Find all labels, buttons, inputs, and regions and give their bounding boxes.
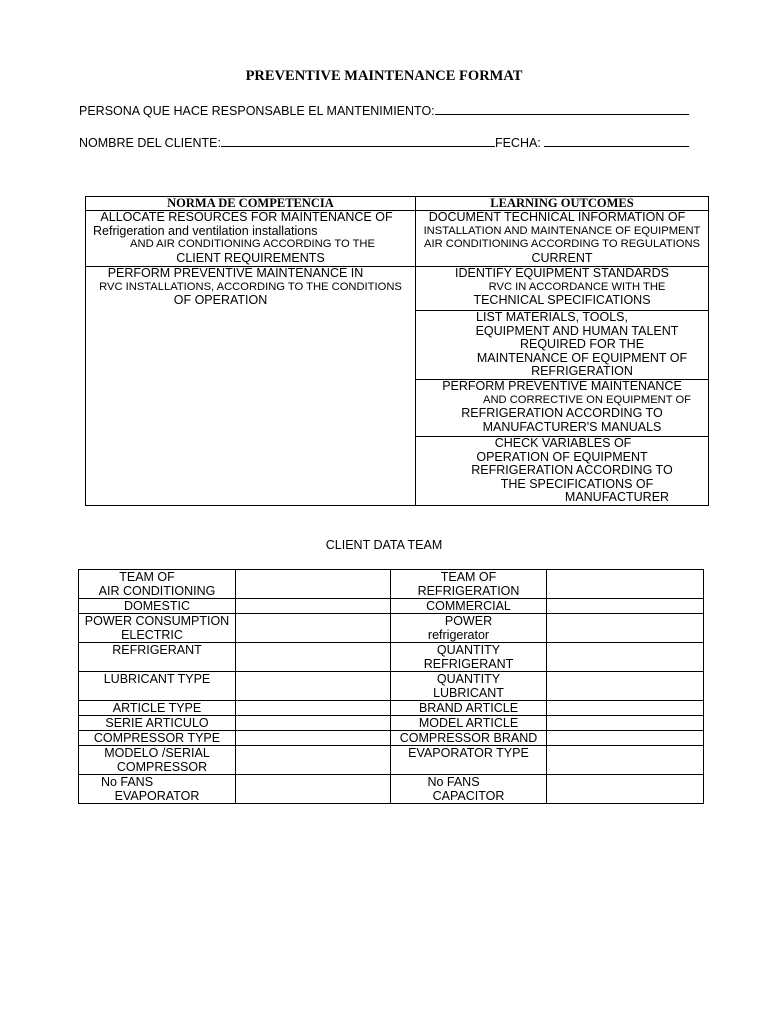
value-cell[interactable] xyxy=(547,746,704,775)
value-cell[interactable] xyxy=(236,746,391,775)
norm-line: RVC INSTALLATIONS, ACCORDING TO THE CONDITIONS xyxy=(99,280,402,293)
label-cell xyxy=(391,570,547,599)
outcome-line: CURRENT xyxy=(531,250,593,265)
outcomes-header: LEARNING OUTCOMES xyxy=(416,197,709,211)
label-cell xyxy=(391,599,547,614)
value-cell[interactable] xyxy=(236,731,391,746)
label-line: refrigerator xyxy=(427,628,490,642)
label-line: ELECTRIC xyxy=(121,628,183,642)
outcome-line: MANUFACTURER xyxy=(564,490,670,505)
value-cell[interactable] xyxy=(547,701,704,716)
norm-header: NORMA DE COMPETENCIA xyxy=(86,197,416,211)
outcome-line: EQUIPMENT AND HUMAN TALENT xyxy=(475,323,679,338)
value-cell[interactable] xyxy=(547,775,704,804)
norm-line: PERFORM PREVENTIVE MAINTENANCE IN xyxy=(107,266,364,280)
norm-cell xyxy=(86,211,416,267)
label-cell xyxy=(79,570,236,599)
label-line: COMPRESSOR xyxy=(116,760,208,774)
label-cell xyxy=(391,731,547,746)
value-cell[interactable] xyxy=(547,643,704,672)
outcome-cell xyxy=(416,311,709,380)
value-cell[interactable] xyxy=(236,599,391,614)
value-cell[interactable] xyxy=(236,716,391,731)
date-input[interactable] xyxy=(544,134,689,147)
outcome-cell xyxy=(416,380,709,437)
outcome-line: TECHNICAL SPECIFICATIONS xyxy=(473,293,651,308)
responsible-field xyxy=(79,102,689,118)
label-line: COMPRESSOR TYPE xyxy=(93,731,221,745)
label-cell xyxy=(79,746,236,775)
label-line: MODEL ARTICLE xyxy=(418,716,519,730)
outcome-cell xyxy=(416,437,709,506)
label-line: ARTICLE TYPE xyxy=(112,701,202,715)
client-data-title: CLIENT DATA TEAM xyxy=(325,538,443,552)
label-cell xyxy=(391,716,547,731)
outcome-line: AND CORRECTIVE ON EQUIPMENT OF xyxy=(482,393,692,406)
competency-table xyxy=(85,196,709,506)
norm-line: AND AIR CONDITIONING ACCORDING TO THE xyxy=(130,238,375,251)
outcome-cell xyxy=(416,211,709,267)
label-line: QUANTITY xyxy=(436,643,501,657)
label-line: REFRIGERATION xyxy=(417,584,520,598)
label-line: COMMERCIAL xyxy=(426,599,511,613)
outcome-line: REFRIGERATION ACCORDING TO xyxy=(471,463,673,478)
label-cell xyxy=(79,672,236,701)
label-cell xyxy=(391,643,547,672)
value-cell[interactable] xyxy=(547,672,704,701)
label-cell xyxy=(79,614,236,643)
outcome-line: OPERATION OF EQUIPMENT xyxy=(476,449,648,464)
date-label: FECHA: xyxy=(494,136,541,150)
outcome-line: MAINTENANCE OF EQUIPMENT OF xyxy=(476,350,688,365)
outcome-line: THE SPECIFICATIONS OF xyxy=(500,476,654,491)
norm-cell xyxy=(86,267,416,506)
label-cell xyxy=(391,775,547,804)
label-line: DOMESTIC xyxy=(124,599,190,613)
outcome-line: REFRIGERATION xyxy=(531,364,633,379)
label-line: MODELO /SERIAL xyxy=(104,746,210,760)
client-name-input[interactable] xyxy=(221,134,495,147)
label-line: LUBRICANT TYPE xyxy=(103,672,211,686)
label-line: TEAM OF xyxy=(119,570,175,584)
label-line: REFRIGERANT xyxy=(112,643,202,657)
label-line: SERIE ARTICULO xyxy=(105,716,209,730)
value-cell[interactable] xyxy=(236,701,391,716)
value-cell[interactable] xyxy=(236,643,391,672)
label-cell xyxy=(79,643,236,672)
norm-line: Refrigeration and ventilation installations xyxy=(93,223,318,238)
outcome-line: AIR CONDITIONING ACCORDING TO REGULATIONS xyxy=(424,238,700,251)
value-cell[interactable] xyxy=(236,672,391,701)
responsible-input[interactable] xyxy=(435,102,689,115)
outcome-line: DOCUMENT TECHNICAL INFORMATION OF xyxy=(428,210,686,224)
label-line: REFRIGERANT xyxy=(423,657,514,671)
outcome-line: CHECK VARIABLES OF xyxy=(494,436,632,450)
value-cell[interactable] xyxy=(547,570,704,599)
client-data-table xyxy=(78,569,704,804)
label-cell xyxy=(79,775,236,804)
label-cell xyxy=(391,672,547,701)
value-cell[interactable] xyxy=(547,599,704,614)
label-line: LUBRICANT xyxy=(433,686,504,700)
label-line: QUANTITY xyxy=(436,672,501,686)
responsible-label: PERSONA QUE HACE RESPONSABLE EL MANTENIMIENTO: xyxy=(79,104,435,118)
label-line: POWER CONSUMPTION xyxy=(84,614,230,628)
value-cell[interactable] xyxy=(236,570,391,599)
label-line: EVAPORATOR TYPE xyxy=(408,746,529,760)
value-cell[interactable] xyxy=(236,775,391,804)
label-line: COMPRESSOR BRAND xyxy=(399,731,538,745)
label-line: TEAM OF xyxy=(440,570,497,584)
outcome-line: PERFORM PREVENTIVE MAINTENANCE xyxy=(442,379,682,393)
outcome-line: INSTALLATION AND MAINTENANCE OF EQUIPMENT xyxy=(423,224,701,237)
label-line: No FANS xyxy=(427,775,480,789)
outcome-line: MANUFACTURER'S MANUALS xyxy=(482,419,662,434)
label-cell xyxy=(79,599,236,614)
label-line: AIR CONDITIONING xyxy=(98,584,216,598)
outcome-line: LIST MATERIALS, TOOLS, xyxy=(476,310,628,324)
value-cell[interactable] xyxy=(547,614,704,643)
label-line: EVAPORATOR xyxy=(114,789,200,803)
value-cell[interactable] xyxy=(547,731,704,746)
outcome-line: REFRIGERATION ACCORDING TO xyxy=(461,406,663,421)
label-line: POWER xyxy=(444,614,493,628)
outcome-line: RVC IN ACCORDANCE WITH THE xyxy=(488,280,666,293)
norm-line: CLIENT REQUIREMENTS xyxy=(176,250,325,265)
label-cell xyxy=(79,716,236,731)
client-date-field xyxy=(79,134,689,150)
label-line: No FANS xyxy=(100,775,154,789)
value-cell[interactable] xyxy=(547,716,704,731)
value-cell[interactable] xyxy=(236,614,391,643)
outcome-line: REQUIRED FOR THE xyxy=(519,337,645,352)
label-cell xyxy=(391,746,547,775)
outcome-cell xyxy=(416,267,709,311)
label-cell xyxy=(79,701,236,716)
label-line: CAPACITOR xyxy=(432,789,505,803)
label-cell xyxy=(391,614,547,643)
label-line: BRAND ARTICLE xyxy=(418,701,519,715)
outcome-line: IDENTIFY EQUIPMENT STANDARDS xyxy=(455,266,669,280)
norm-line: OF OPERATION xyxy=(173,293,268,308)
label-cell xyxy=(79,731,236,746)
norm-line: ALLOCATE RESOURCES FOR MAINTENANCE OF xyxy=(100,210,393,224)
page-title: PREVENTIVE MAINTENANCE FORMAT xyxy=(245,68,523,84)
label-cell xyxy=(391,701,547,716)
client-name-label: NOMBRE DEL CLIENTE: xyxy=(79,136,221,150)
